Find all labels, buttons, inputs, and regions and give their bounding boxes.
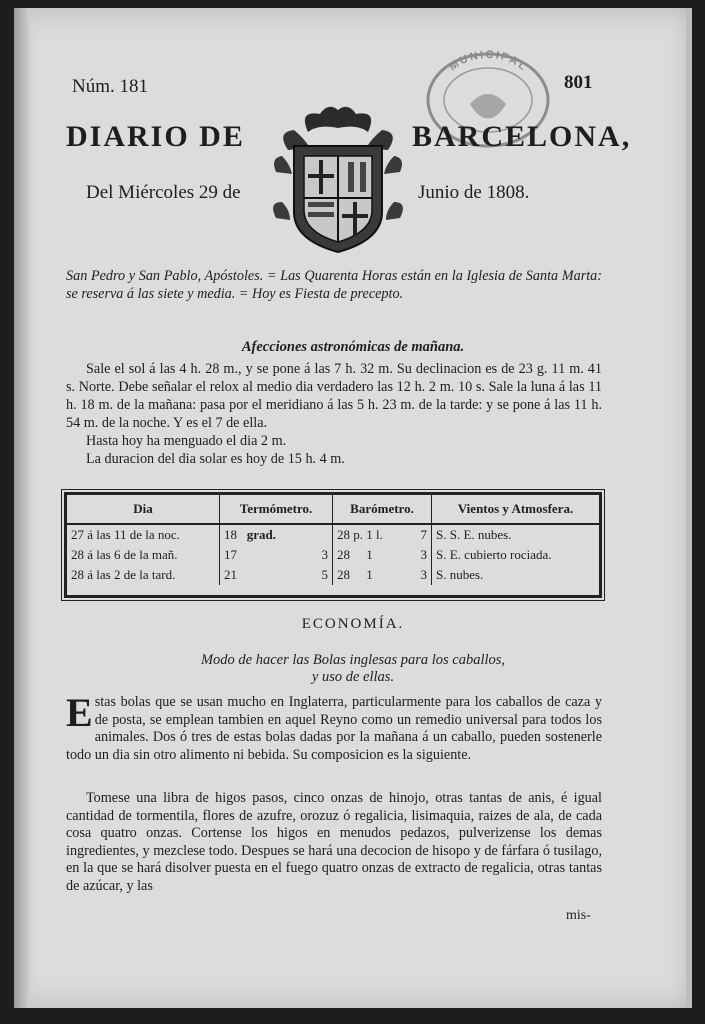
masthead-title-left: DIARIO DE [66, 120, 245, 153]
stamp-text: MUNICIPAL [446, 48, 530, 74]
astronomy-paragraph: Sale el sol á las 4 h. 28 m., y se pone á las 7 h. 32 m. Su declinacion es de 23 g. 11 m. 41 s. Norte. Debe señalar el relox al medio dia verdadero las 12 h. 2 m. 10 s. Sale la luna á las 11 h. 18 m. de la mañana: pasa por el meridiano á las 5 h. 23 m. de la tarde: y se pone á las 11 h. 54 m. de la noche. Y es el 7 de ella. [66, 361, 602, 431]
cell-termometro [220, 565, 333, 585]
article-paragraph-1 [66, 690, 602, 764]
term-fraction: 3 [321, 547, 328, 562]
newspaper-page [14, 8, 692, 1008]
table-row [67, 524, 599, 545]
cell-dia: 27 á las 11 de la noc. [67, 524, 220, 545]
cell-dia: 28 á las 6 de la mañ. [67, 545, 220, 565]
drop-cap: E [66, 690, 93, 735]
table-row [67, 545, 599, 565]
baro-fraction: 3 [420, 547, 427, 562]
header-vientos: Vientos y Atmosfera. [432, 495, 600, 524]
cell-vientos: S. E. cubierto rociada. [436, 547, 552, 562]
header-termometro: Termómetro. [220, 495, 333, 524]
article-subtitle-line-1: Modo de hacer las Bolas inglesas para los caballos, [200, 652, 506, 668]
astronomy-section [66, 360, 602, 468]
page-number: 801 [564, 72, 593, 93]
catchword: mis- [566, 908, 591, 923]
cell-barometro [333, 524, 432, 545]
cell-vientos: S. nubes. [436, 567, 484, 582]
baro-lineas: 1 [366, 567, 373, 582]
term-fraction: 5 [321, 567, 328, 582]
baro-pulgadas: 28 [337, 547, 350, 562]
term-unit: grad. [246, 527, 276, 542]
binding-gutter [14, 8, 30, 1008]
table-row [67, 565, 599, 585]
date-right: Junio de 1808. [418, 182, 530, 203]
barcelona-crest-emblem [268, 102, 408, 257]
article-paragraph-2: Tomese una libra de higos pasos, cinco onzas de hinojo, otras tantas de anis, é igual cantidad de tormentila, flores de azufre, orozuz ó regalicia, lisimaquia, raizes de ala, de cada cosa quatro onzas. Cortense los higos en menudos pedazos, pulverizense los demas ingredientes, y mezclese todo. Despues se hará una decocion de hisopo y de fárfara ó tusilago, en la que se hará disolver puesta en el fuego quatro onzas de extracto de regalicia, otras tantas de azúcar, y las [66, 790, 602, 894]
term-value: 17 [224, 547, 237, 562]
astronomy-line-day-length: La duracion del dia solar es hoy de 15 h. 4 m. [86, 451, 345, 467]
cell-barometro [333, 545, 432, 565]
baro-fraction: 7 [420, 527, 427, 542]
masthead-title-right: BARCELONA, [412, 120, 632, 153]
cell-dia: 28 á las 2 de la tard. [67, 565, 220, 585]
baro-fraction: 3 [420, 567, 427, 582]
baro-lineas: 1 [366, 547, 373, 562]
weather-table [64, 492, 602, 598]
article-paragraph-1-text: stas bolas que se usan mucho en Inglaterra, particularmente para los caballos de caza y de posta, se emplean tambien en aquel Reyno como un remedio universal para todos los animales. Dos ó tres de estas bolas dadas por la mañana á un caballo, pueden sostenerle todo un dia sin otro alimento ni bebida. Su composicion es la siguiente. [66, 694, 602, 763]
svg-text:MUNICIPAL [447, 49, 530, 74]
baro-lineas: 1 l. [366, 527, 383, 542]
term-value: 21 [224, 567, 237, 582]
term-value: 18 [224, 527, 237, 542]
issue-number: Núm. 181 [72, 76, 148, 97]
baro-pulgadas: 28 p. [337, 527, 363, 542]
cell-termometro [220, 545, 333, 565]
saints-of-the-day: San Pedro y San Pablo, Apóstoles. = Las Quarenta Horas están en la Iglesia de Santa Marta: se reserva á las siete y media. = Hoy es Fiesta de precepto. [66, 268, 602, 302]
astronomy-heading: Afecciones astronómicas de mañana. [241, 339, 465, 355]
cell-termometro [220, 524, 333, 545]
date-left: Del Miércoles 29 de [86, 182, 241, 203]
header-barometro: Barómetro. [333, 495, 432, 524]
baro-pulgadas: 28 [337, 567, 350, 582]
cell-vientos: S. S. E. nubes. [436, 527, 512, 542]
cell-barometro [333, 565, 432, 585]
article-subtitle-line-2: y uso de ellas. [311, 669, 395, 685]
page-edge [686, 8, 692, 1008]
header-dia: Dia [67, 495, 220, 524]
section-heading: ECONOMÍA. [301, 616, 405, 632]
astronomy-line-day-shortening: Hasta hoy ha menguado el dia 2 m. [86, 433, 287, 449]
